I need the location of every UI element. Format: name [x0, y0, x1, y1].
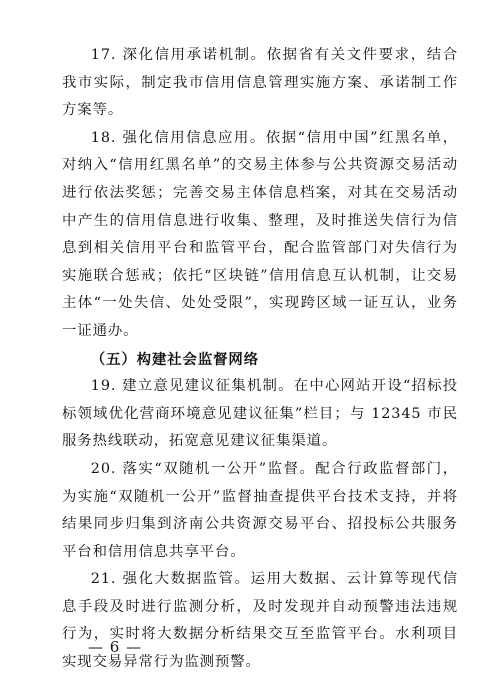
paragraph-17: 17. 深化信用承诺机制。依据省有关文件要求，结合我市实际，制定我市信用信息管理实施方案、承诺制工作方案等。 [62, 47, 458, 119]
paragraph-21: 21. 强化大数据监管。运用大数据、云计算等现代信息手段及时进行监测分析，及时发现并自动预警违法违规行为，实时将大数据分析结果交互至监管平台。水利项目实现交易异常行为监测预警。 [62, 571, 458, 671]
section-heading-5: （五）构建社会监督网络 [90, 350, 259, 368]
page-number: — 6 — [88, 638, 143, 656]
paragraph-20: 20. 落实“双随机一公开”监督。配合行政监督部门，为实施“双随机一公开”监督抽查提供平台技术支持，并将结果同步归集到济南公共资源交易平台、招投标公共服务平台和信用信息共享平台。 [62, 460, 458, 560]
paragraph-18: 18. 强化信用信息应用。依据“信用中国”红黑名单，对纳入“信用红黑名单”的交易主体参与公共资源交易活动进行依法奖惩；完善交易主体信息档案，对其在交易活动中产生的信用信息进行收集、整理，及时推送失信行为信息到相关信用平台和监管平台，配合监管部门对失信行为实施联合惩戒；依托“区块链”信用信息互认机制，让交易主体“一处失信、处处受限”，实现跨区域一证互认，业务一证通办。 [62, 129, 458, 339]
document-body [62, 42, 458, 677]
paragraph-19: 19. 建立意见建议征集机制。在中心网站开设“招标投标领域优化营商环境意见建议征集”栏目；与 12345 市民服务热线联动，拓宽意见建议征集渠道。 [62, 378, 458, 450]
